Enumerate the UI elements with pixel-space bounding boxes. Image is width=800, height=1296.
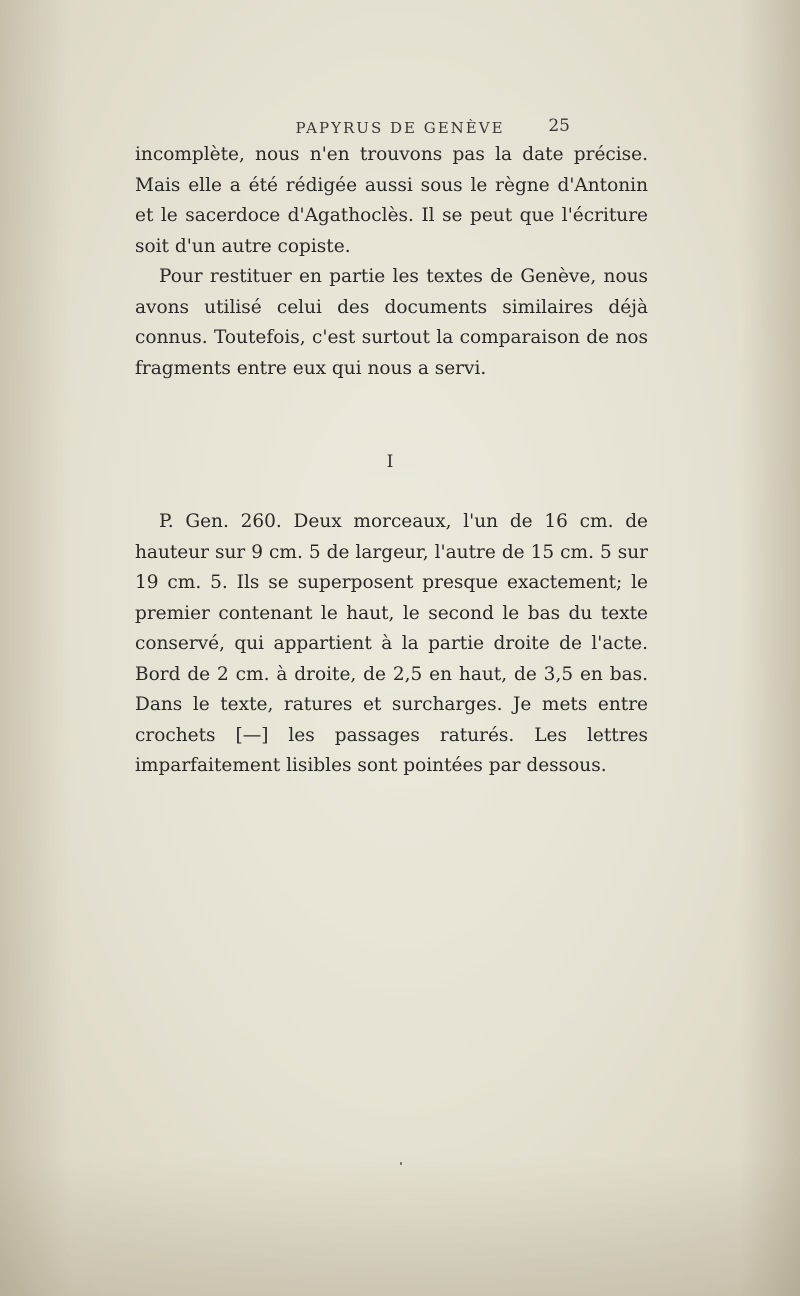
paper-speck: [400, 1162, 402, 1165]
paragraph-papyrus-description: P. Gen. 260. Deux morceaux, l'un de 16 cm. de hauteur sur 9 cm. 5 de largeur, l'autre de 15 cm. 5 sur 19 cm. 5. Ils se superposent presque exactement; le premier contenant le haut, le second le bas du texte conservé, qui appartient à la partie droite de l'acte. Bord de 2 cm. à droite, de 2,5 en haut, de 3,5 en bas. Dans le texte, ratures et surcharges. Je mets entre crochets [—] les passages raturés. Les lettres imparfaitement lisibles sont pointées par dessous.: [135, 511, 648, 776]
page-bottom-shadow: [0, 1156, 800, 1296]
running-title: PAPYRUS DE GENÈVE: [295, 119, 505, 137]
text-block-description: [135, 507, 648, 782]
page-left-shadow: [0, 0, 70, 1296]
running-head: [0, 117, 800, 139]
page-number: 25: [548, 116, 570, 136]
page-right-shadow: [740, 0, 800, 1296]
section-heading: I: [386, 452, 394, 472]
paragraph-continuation: incomplète, nous n'en trouvons pas la date précise. Mais elle a été rédigée aussi sous le règne d'Antonin et le sacerdoce d'Agathoclès. Il se peut que l'écriture soit d'un autre copiste.: [135, 144, 648, 257]
text-block-intro: [135, 140, 648, 384]
paragraph-restitution: Pour restituer en partie les textes de Genève, nous avons utilisé celui des documents similaires déjà connus. Toutefois, c'est surtout la comparaison de nos fragments entre eux qui nous a servi.: [135, 266, 648, 379]
